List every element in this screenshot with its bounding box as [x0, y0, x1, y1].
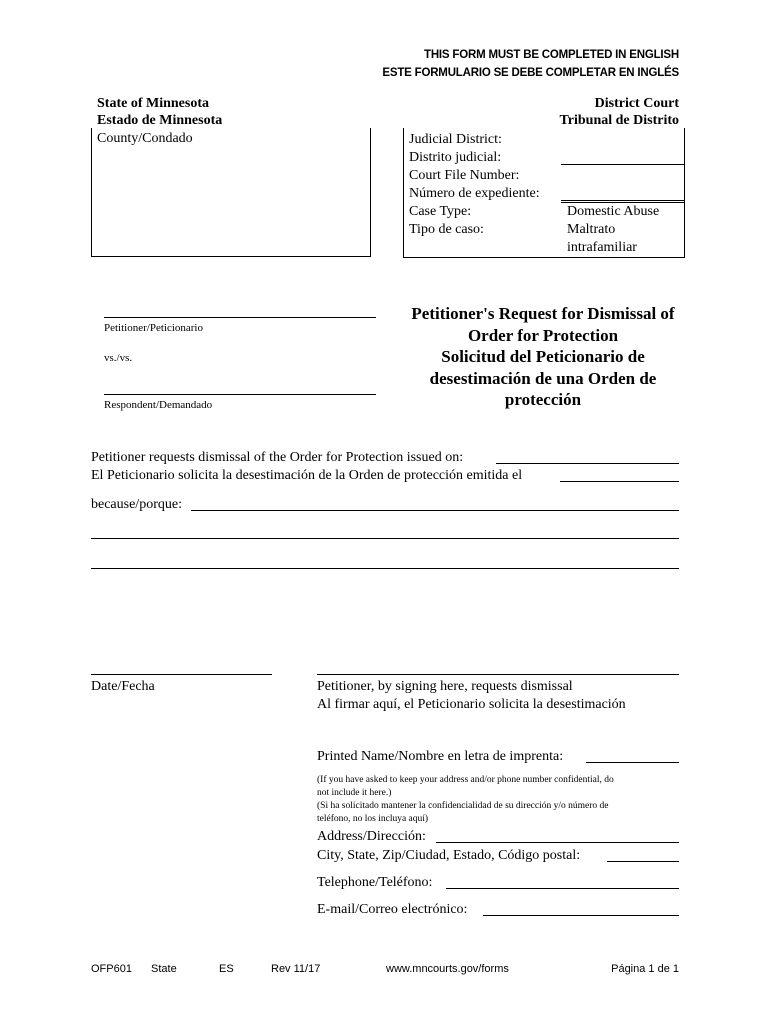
title-line2: Order for Protection: [467, 325, 619, 345]
confidential-es-line1: (Si ha solicitado mantener la confidencialidad de su dirección y/o número de: [317, 801, 609, 811]
request-text-es: El Peticionario solicita la desestimación de la Orden de protección emitida el: [91, 468, 523, 483]
county-input[interactable]: [98, 150, 363, 250]
title-line4: desestimación de una Orden de: [429, 368, 657, 388]
confidential-en-line1: (If you have asked to keep your address and/or phone number confidential, do: [317, 775, 614, 785]
court-file-number-input[interactable]: [561, 187, 685, 201]
case-type-value: [567, 203, 659, 257]
state-header: [97, 95, 222, 129]
language-notice: [279, 46, 679, 82]
distrito-judicial-label: Distrito judicial:: [409, 150, 502, 165]
case-type-value-line3: intrafamiliar: [567, 240, 637, 255]
address-label: Address/Dirección:: [317, 829, 426, 844]
confidential-es-line2: teléfono, no los incluya aquí): [317, 814, 429, 824]
because-label: because/porque:: [91, 497, 182, 512]
case-type-divider: [561, 202, 685, 203]
date-input[interactable]: [91, 661, 272, 675]
signature-text-es: Al firmar aquí, el Peticionario solicita la desestimación: [317, 697, 626, 712]
respondent-name-input[interactable]: [104, 381, 376, 395]
printed-name-input[interactable]: [586, 749, 679, 763]
petitioner-label: Petitioner/Peticionario: [104, 322, 203, 334]
footer-form-id: OFP601: [91, 963, 132, 975]
signature-text-en: Petitioner, by signing here, requests dismissal: [317, 679, 573, 694]
telephone-label: Telephone/Teléfono:: [317, 875, 433, 890]
confidential-en-line2: not include it here.): [317, 788, 392, 798]
petitioner-name-input[interactable]: [104, 304, 376, 318]
title-line5: protección: [504, 390, 582, 409]
telephone-input[interactable]: [446, 875, 679, 889]
form-title: [398, 303, 688, 411]
numero-expediente-label: Número de expediente:: [409, 186, 540, 201]
address-input[interactable]: [436, 829, 679, 843]
footer-url: www.mncourts.gov/forms: [386, 963, 509, 975]
city-label: City, State, Zip/Ciudad, Estado, Código postal:: [317, 848, 581, 863]
date-label: Date/Fecha: [91, 679, 155, 694]
judicial-district-label: Judicial District:: [409, 132, 502, 147]
footer-state: State: [151, 963, 177, 975]
signature-input[interactable]: [317, 661, 679, 675]
case-info-labels: [409, 131, 540, 239]
state-label: State of Minnesota: [97, 96, 209, 111]
footer-rev: Rev 11/17: [271, 963, 321, 975]
judicial-district-input[interactable]: [561, 151, 685, 165]
issued-date-es-input[interactable]: [560, 468, 679, 482]
county-label: County/Condado: [97, 131, 193, 146]
title-line1: Petitioner's Request for Dismissal of: [411, 304, 675, 323]
district-court-label: District Court: [594, 96, 679, 111]
because-input-3[interactable]: [91, 555, 679, 569]
footer-page: Página 1 de 1: [611, 963, 679, 975]
court-header: [559, 95, 679, 129]
court-file-number-label: Court File Number:: [409, 168, 520, 183]
email-label: E-mail/Correo electrónico:: [317, 902, 468, 917]
case-type-label: Case Type:: [409, 204, 472, 219]
city-input[interactable]: [607, 848, 679, 862]
vs-label: vs./vs.: [104, 352, 133, 364]
estado-label: Estado de Minnesota: [97, 113, 223, 128]
because-input-2[interactable]: [91, 525, 679, 539]
notice-spanish: ESTE FORMULARIO SE DEBE COMPLETAR EN INGLÉS: [382, 67, 679, 79]
tribunal-label: Tribunal de Distrito: [559, 113, 679, 128]
tipo-caso-label: Tipo de caso:: [409, 222, 484, 237]
issued-date-input[interactable]: [496, 450, 679, 464]
email-input[interactable]: [483, 902, 679, 916]
printed-name-label: Printed Name/Nombre en letra de imprenta:: [317, 749, 564, 764]
respondent-label: Respondent/Demandado: [104, 399, 213, 411]
notice-english: THIS FORM MUST BE COMPLETED IN ENGLISH: [424, 49, 679, 61]
request-text-en: Petitioner requests dismissal of the Order for Protection issued on:: [91, 450, 464, 465]
footer-lang: ES: [219, 963, 234, 975]
signature-label: [317, 678, 626, 714]
case-type-value-line2: Maltrato: [567, 222, 616, 237]
because-input-1[interactable]: [191, 497, 679, 511]
confidential-note: [317, 774, 682, 826]
title-line3: Solicitud del Peticionario de: [441, 347, 645, 366]
case-type-value-line1: Domestic Abuse: [567, 204, 660, 219]
